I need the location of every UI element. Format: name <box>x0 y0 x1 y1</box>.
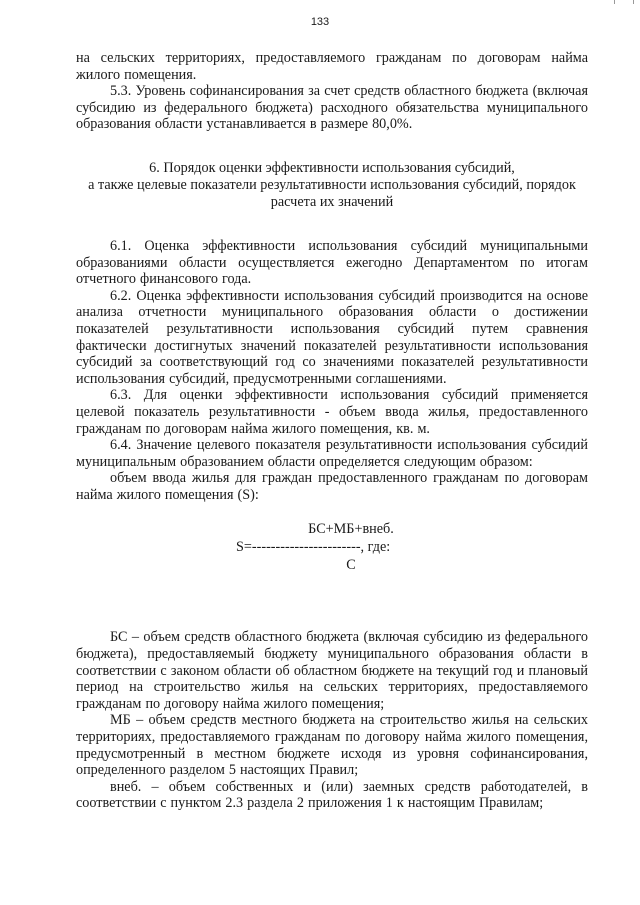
page-number: 133 <box>310 16 330 28</box>
paragraph-continuation: на сельских территориях, предоставляемого гражданам по договорам найма жилого помещения. <box>76 50 588 83</box>
formula-equation: S=-----------------------, где: <box>236 539 391 556</box>
document-body <box>76 50 588 812</box>
formula <box>76 521 588 599</box>
section-heading-line-1: 6. Порядок оценки эффективности использования субсидий, <box>149 159 515 176</box>
definition-bs: БС – объем средств областного бюджета (включая субсидию из федерального бюджета), предоставляемый бюджету муниципального образования области в соответствии с законом области об областном бюджете на текущий год и плановый период на строительство жилья на сельских территориях, предоставляемого гражданам по договору найма жилого помещения; <box>76 629 588 712</box>
section-heading-line-2: а также целевые показатели результативности использования субсидий, порядок расчета их значений <box>88 176 576 210</box>
paragraph-5-3: 5.3. Уровень софинансирования за счет средств областного бюджета (включая субсидию из федерального бюджета) расходного обязательства муниципального образования области устанавливается в размере 80,0%. <box>76 83 588 133</box>
paragraph-6-2: 6.2. Оценка эффективности использования субсидий производится на основе анализа отчетности муниципального образования области о достижении показателей результативности использования субсидий путем сравнения фактически достигнутых значений показателей результативности использования субсидий за соответствующий год со значениями показателей результативности использования субсидий, предусмотренными соглашениями. <box>76 287 588 387</box>
paragraph-formula-intro: объем ввода жилья для граждан предоставленного гражданам по договорам найма жилого помещения (S): <box>76 470 588 503</box>
formula-numerator: БС+МБ+внеб. <box>308 521 394 538</box>
formula-denominator: С <box>346 557 356 574</box>
scan-corner-mark <box>614 0 634 4</box>
definition-vneb: внеб. – объем собственных и (или) заемных средств работодателей, в соответствии с пунктом 2.3 раздела 2 приложения 1 к настоящим Правилам; <box>76 778 588 812</box>
paragraph-6-4: 6.4. Значение целевого показателя результативности использования субсидий муниципальным образованием области определяется следующим образом: <box>76 437 588 470</box>
definition-mb: МБ – объем средств местного бюджета на строительство жилья на сельских территориях, предоставляемого гражданам по договору найма жилого помещения, предусмотренный в местном бюджете исходя из уровня софинансирования, определенного разделом 5 настоящих Правил; <box>76 712 588 779</box>
paragraph-6-3: 6.3. Для оценки эффективности использования субсидий применяется целевой показатель результативности - объем ввода жилья, предоставленного гражданам по договорам найма жилого помещения, кв. м. <box>76 387 588 437</box>
paragraph-6-1: 6.1. Оценка эффективности использования субсидий муниципальными образованиями области осуществляется ежегодно Департаментом по итогам отчетного финансового года. <box>76 237 588 288</box>
section-heading <box>76 160 588 211</box>
